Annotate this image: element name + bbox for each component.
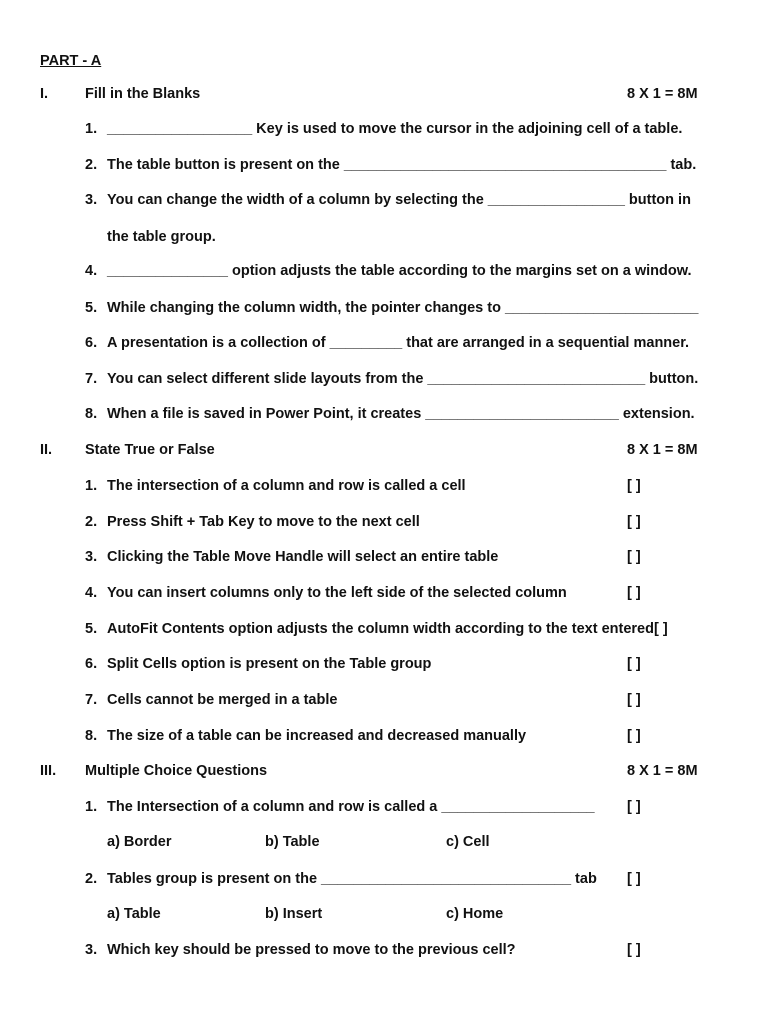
answer-bracket: [ ] [627,871,641,887]
answer-bracket: [ ] [627,549,641,565]
section-title: Fill in the Blanks [85,86,201,102]
option-c: c) Home [446,906,504,922]
answer-bracket: [ ] [627,942,641,958]
question-text: __________________ Key is used to move the cursor in the adjoining cell of a table. [107,121,683,137]
option-a: a) Border [107,834,172,850]
section-number: II. [40,442,53,458]
question-text: Clicking the Table Move Handle will select an entire table [107,549,499,565]
section-marks: 8 X 1 = 8M [627,442,698,458]
option-b: b) Table [265,834,320,850]
answer-bracket: [ ] [627,692,641,708]
question-number: 3. [85,942,98,958]
section-number: III. [40,763,57,779]
answer-bracket: [ ] [627,514,641,530]
question-text: Split Cells option is present on the Table group [107,656,432,672]
section-title: State True or False [85,442,215,458]
question-number: 5. [85,621,98,637]
question-number: 6. [85,335,98,351]
question-text: You can select different slide layouts from the ___________________________ button. [107,371,699,387]
question-text: Cells cannot be merged in a table [107,692,338,708]
question-text: Tables group is present on the _______________________________ tab [107,871,597,887]
option-b: b) Insert [265,906,323,922]
question-number: 5. [85,300,98,316]
question-text: Which key should be pressed to move to the previous cell? [107,942,516,958]
question-text: While changing the column width, the pointer changes to ________________________ [107,300,699,316]
option-a: a) Table [107,906,161,922]
question-number: 2. [85,514,98,530]
question-text: You can change the width of a column by selecting the _________________ button in [107,192,691,208]
section-number: I. [40,86,49,102]
question-text: The table button is present on the ________________________________________ tab. [107,157,697,173]
question-text-continued: the table group. [107,229,216,245]
answer-bracket: [ ] [627,728,641,744]
part-title: PART - A [40,53,102,69]
question-number: 3. [85,549,98,565]
option-c: c) Cell [446,834,490,850]
question-number: 1. [85,799,98,815]
question-text: You can insert columns only to the left side of the selected column [107,585,567,601]
section-marks: 8 X 1 = 8M [627,86,698,102]
question-number: 6. [85,656,98,672]
question-text: The Intersection of a column and row is called a ___________________ [107,799,595,815]
question-number: 1. [85,121,98,137]
section-marks: 8 X 1 = 8M [627,763,698,779]
answer-bracket: [ ] [627,585,641,601]
answer-bracket: [ ] [627,478,641,494]
question-text: AutoFit Contents option adjusts the column width according to the text entered[ ] [107,621,668,637]
question-number: 1. [85,478,98,494]
question-number: 7. [85,692,98,708]
question-number: 7. [85,371,98,387]
question-text: Press Shift + Tab Key to move to the next cell [107,514,420,530]
question-number: 2. [85,871,98,887]
answer-bracket: [ ] [627,656,641,672]
question-number: 2. [85,157,98,173]
question-number: 4. [85,585,98,601]
question-text: The intersection of a column and row is called a cell [107,478,466,494]
question-number: 8. [85,728,98,744]
question-text: A presentation is a collection of _________ that are arranged in a sequential manner. [107,335,690,351]
answer-bracket: [ ] [627,799,641,815]
question-number: 3. [85,192,98,208]
question-number: 4. [85,263,98,279]
question-number: 8. [85,406,98,422]
question-text: _______________ option adjusts the table according to the margins set on a window. [107,263,692,279]
question-text: The size of a table can be increased and decreased manually [107,728,527,744]
section-title: Multiple Choice Questions [85,763,268,779]
question-text: When a file is saved in Power Point, it creates ________________________ extension. [107,406,695,422]
